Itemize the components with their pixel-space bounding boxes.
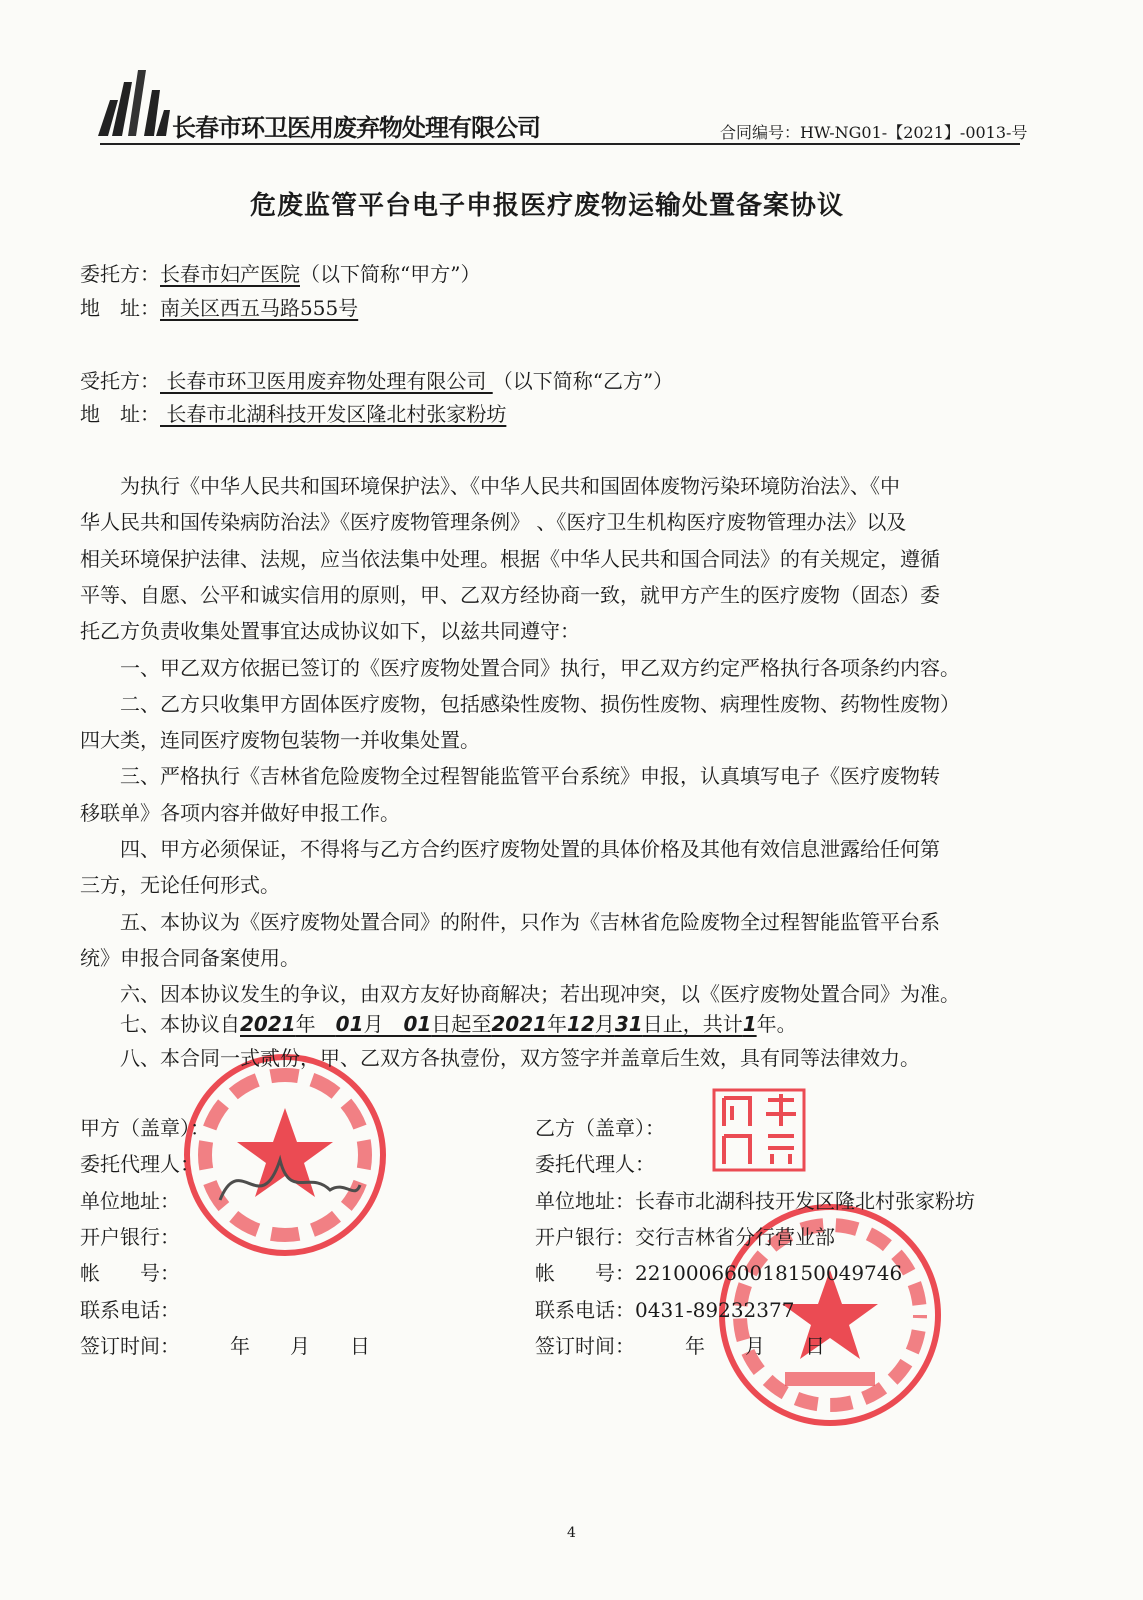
company-logo-icon xyxy=(98,70,170,138)
body-line: 三、严格执行《吉林省危险废物全过程智能监管平台系统》申报，认真填写电子《医疗废物转 xyxy=(80,764,940,789)
header-divider xyxy=(100,143,1020,145)
contractor-line xyxy=(80,365,673,394)
term-text: 日起至 xyxy=(431,1012,492,1036)
party-a-field: 联系电话： xyxy=(80,1297,180,1322)
party-a-field: 甲方（盖章）： xyxy=(80,1116,210,1140)
party-b-field: 帐 号：221000660018150049746 xyxy=(535,1261,903,1286)
client-label: 委托方： xyxy=(80,262,160,286)
contractor-name: 长春市环卫医用废弃物处理有限公司 xyxy=(160,369,493,393)
term-fill xyxy=(240,1012,757,1036)
contractor-label: 受托方： xyxy=(80,369,160,393)
end-day: 31 xyxy=(614,1012,643,1036)
client-address: 南关区西五马路555号 xyxy=(160,296,359,320)
party-b-field: 签订时间： 年 月 日 xyxy=(535,1333,825,1358)
term-text: 年。 xyxy=(756,1012,797,1036)
client-address-line xyxy=(80,292,358,321)
start-day: 01 xyxy=(403,1012,432,1036)
body-line: 平等、自愿、公平和诚实信用的原则，甲、乙双方经协商一致，就甲方产生的医疗废物（固态）委 xyxy=(80,582,940,607)
personal-seal-icon xyxy=(712,1088,806,1172)
body-line: 四大类，连同医疗废物包装物一并收集处置。 xyxy=(80,728,480,753)
party-a-field: 签订时间： 年 月 日 xyxy=(80,1333,370,1358)
term-text: 日止，共计 xyxy=(642,1012,743,1036)
document-title: 危废监管平台电子申报医疗废物运输处置备案协议 xyxy=(250,191,845,221)
body-line: 五、本协议为《医疗废物处置合同》的附件，只作为《吉林省危险废物全过程智能监管平台系 xyxy=(80,909,940,934)
term-prefix: 七、本协议自 xyxy=(80,1012,240,1036)
term-clause xyxy=(80,1008,797,1037)
contractor-address: 长春市北湖科技开发区隆北村张家粉坊 xyxy=(160,402,507,426)
term-text: 年 xyxy=(295,1012,336,1036)
term-text: 月 xyxy=(363,1012,404,1036)
page-number: 4 xyxy=(567,1525,576,1541)
party-b-field: 委托代理人： xyxy=(535,1152,655,1177)
client-line xyxy=(80,258,480,287)
body-line: 托乙方负责收集处置事宜达成协议如下，以兹共同遵守： xyxy=(80,619,580,644)
body-line: 移联单》各项内容并做好申报工作。 xyxy=(80,800,400,825)
client-address-label: 地 址： xyxy=(80,296,160,320)
party-b-field: 开户银行：交行吉林省分行营业部 xyxy=(535,1224,835,1249)
party-b-field: 乙方（盖章）： xyxy=(535,1116,665,1140)
body-line: 为执行《中华人民共和国环境保护法》、《中华人民共和国固体废物污染环境防治法》、《中 xyxy=(80,474,900,498)
body-line: 华人民共和国传染病防治法》《医疗废物管理条例》 、《医疗卫生机构医疗废物管理办法》以及 xyxy=(80,510,907,535)
term-text: 月 xyxy=(594,1012,615,1036)
party-a-field: 委托代理人： xyxy=(80,1152,200,1177)
body-line: 二、乙方只收集甲方固体医疗废物，包括感染性废物、损伤性废物、病理性废物、药物性废物） xyxy=(80,691,960,716)
party-a-field: 帐 号： xyxy=(80,1261,180,1286)
contractor-address-label: 地 址： xyxy=(80,402,160,426)
end-year: 2021 xyxy=(491,1012,548,1036)
contractor-suffix: （以下简称“乙方”） xyxy=(492,369,674,393)
body-line: 统》申报合同备案使用。 xyxy=(80,945,300,970)
party-b-field: 联系电话：0431-89232377 xyxy=(535,1297,795,1322)
body-line: 三方，无论任何形式。 xyxy=(80,873,280,898)
term-years: 1 xyxy=(742,1012,757,1036)
party-a-field: 单位地址： xyxy=(80,1188,180,1213)
client-suffix: （以下简称“甲方”） xyxy=(300,262,481,286)
clause-eight: 八、本合同一式贰份，甲、乙双方各执壹份，双方签字并盖章后生效，具有同等法律效力。 xyxy=(80,1046,920,1070)
body-line: 六、因本协议发生的争议，由双方友好协商解决；若出现冲突，以《医疗废物处置合同》为准。 xyxy=(80,982,960,1007)
party-a-seal-icon xyxy=(180,1050,390,1260)
contractor-address-line xyxy=(80,398,506,427)
end-month: 12 xyxy=(567,1012,595,1036)
term-text: 年 xyxy=(547,1012,568,1036)
body-line: 四、甲方必须保证，不得将与乙方合约医疗废物处置的具体价格及其他有效信息泄露给任何第 xyxy=(80,837,940,861)
party-b-field: 单位地址：长春市北湖科技开发区隆北村张家粉坊 xyxy=(535,1188,975,1213)
body-line: 相关环境保护法律、法规，应当依法集中处理。根据《中华人民共和国合同法》的有关规定，遵循 xyxy=(80,546,940,571)
start-month: 01 xyxy=(335,1012,364,1036)
client-name: 长春市妇产医院 xyxy=(160,262,300,286)
body-line: 一、甲乙双方依据已签订的《医疗废物处置合同》执行，甲乙双方约定严格执行各项条约内容。 xyxy=(80,655,960,680)
contract-number: 合同编号：HW-NG01-【2021】-0013-号 xyxy=(720,123,1028,142)
start-year: 2021 xyxy=(240,1012,296,1036)
party-a-field: 开户银行： xyxy=(80,1224,180,1249)
company-name-header: 长春市环卫医用废弃物处理有限公司 xyxy=(172,114,540,142)
